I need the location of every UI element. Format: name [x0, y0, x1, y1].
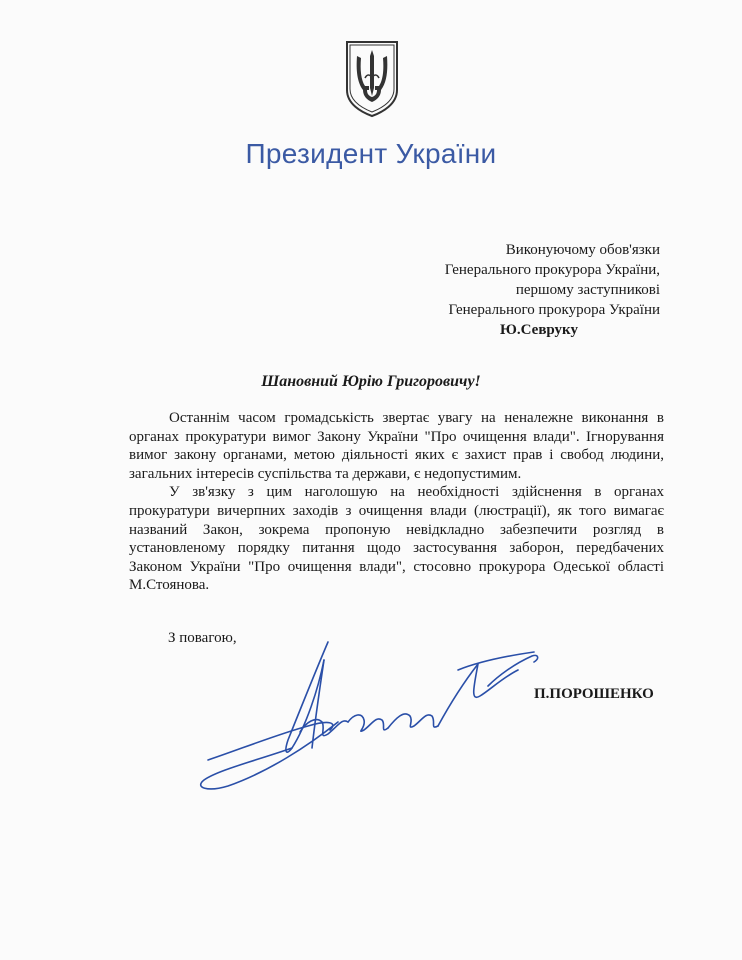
body-paragraph: У зв'язку з цим наголошую на необхідності здійснення в органах прокуратури вичерпних заходів з очищення влади (люстрації), як того вимагає названий Закон, зокрема пропоную невідкладно забезпечити розгляд в установленому порядку питання щодо застосування заборон, передбачених Законом України "Про очищення влади", стосовно прокурора Одеської області М.Стоянова. [129, 484, 664, 594]
addressee-line: Генерального прокурора України, [444, 262, 660, 278]
addressee-line: Виконуючому обов'язки [505, 242, 660, 258]
letter-closing: З повагою, [168, 630, 237, 646]
signer-name: П.ПОРОШЕНКО [534, 686, 654, 702]
addressee-block [360, 240, 660, 340]
addressee-line: першому заступникові [515, 282, 660, 298]
addressee-name: Ю.Севруку [500, 322, 578, 338]
addressee-line: Генерального прокурора України [448, 302, 660, 318]
trident-coat-of-arms-icon [343, 38, 401, 118]
body-paragraph: Останнім часом громадськість звертає увагу на неналежне виконання в органах прокуратури вимог Закону України "Про очищення влади". Ігнорування вимог закону органами, метою діяльності яких є захист прав і свобод людини, загальних інтересів суспільства та держави, є недопустимим. [129, 410, 664, 482]
page-title: Президент України [245, 138, 497, 169]
letter-body [129, 409, 664, 595]
handwritten-signature [188, 630, 568, 810]
letter-greeting: Шановний Юрію Григоровичу! [261, 373, 481, 390]
